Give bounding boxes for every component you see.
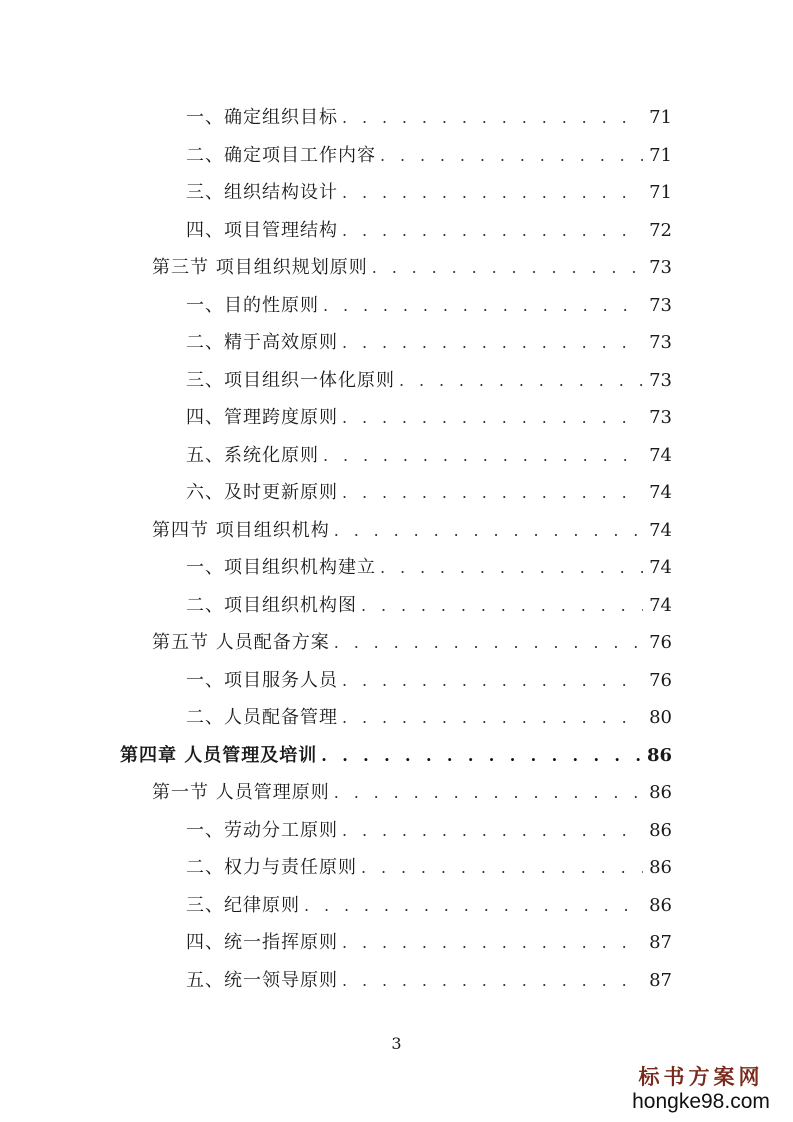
toc-entry-title: 第四节 项目组织机构 [152,519,330,541]
toc-dot-leader [304,887,643,925]
toc-entry-section[interactable] [0,624,793,662]
toc-entry-page: 71 [649,107,672,128]
toc-entry-item[interactable] [0,887,793,925]
toc-entry-page: 74 [649,444,672,466]
toc-dot-leader [323,287,643,325]
toc-entry-item[interactable] [0,812,793,850]
toc-entry-item[interactable] [0,174,793,212]
toc-entry-item[interactable] [0,324,793,362]
toc-entry-item[interactable] [0,699,793,737]
toc-entry-page: 86 [649,819,672,841]
toc-dot-leader [361,587,643,625]
toc-dot-leader [342,99,643,137]
toc-dot-leader [342,962,643,1000]
toc-entry-page: 73 [649,332,672,353]
toc-dot-leader [342,812,643,850]
toc-entry-page: 74 [649,594,672,616]
toc-entry-title: 一、目的性原则 [186,294,319,316]
toc-entry-title: 五、系统化原则 [186,444,319,466]
toc-dot-leader [334,774,643,812]
toc-entry-title: 五、统一领导原则 [186,969,338,991]
toc-entry-title: 四、项目管理结构 [186,219,338,241]
toc-dot-leader [399,362,643,400]
toc-entry-page: 74 [649,519,672,541]
toc-entry-page: 71 [649,144,672,166]
toc-entry-item[interactable] [0,924,793,962]
toc-entry-page: 86 [646,744,672,766]
toc-entry-title: 第五节 人员配备方案 [152,632,330,653]
toc-dot-leader [342,399,643,437]
toc-entry-item[interactable] [0,362,793,400]
toc-dot-leader [342,924,643,962]
toc-dot-leader [372,249,643,287]
toc-entry-chapter[interactable] [0,737,793,775]
toc-entry-title: 第三节 项目组织规划原则 [152,257,368,278]
toc-entry-item[interactable] [0,662,793,700]
toc-entry-page: 87 [649,969,672,991]
toc-entry-page: 80 [649,707,672,728]
toc-dot-leader [342,662,643,700]
table-of-contents [0,99,793,999]
toc-entry-page: 86 [649,894,672,916]
toc-entry-page: 73 [649,294,672,316]
toc-entry-section[interactable] [0,512,793,550]
toc-entry-item[interactable] [0,137,793,175]
toc-entry-page: 74 [649,557,672,578]
toc-entry-title: 三、项目组织一体化原则 [186,369,395,391]
toc-entry-title: 二、项目组织机构图 [186,594,357,616]
toc-dot-leader [342,174,643,212]
toc-entry-item[interactable] [0,399,793,437]
watermark-logo [621,1064,781,1114]
toc-entry-page: 73 [649,407,672,428]
toc-entry-title: 二、人员配备管理 [186,707,338,728]
toc-entry-title: 一、劳动分工原则 [186,819,338,841]
toc-entry-page: 86 [649,782,672,803]
toc-entry-section[interactable] [0,774,793,812]
toc-entry-title: 一、项目组织机构建立 [186,557,376,578]
toc-dot-leader [323,437,643,475]
toc-entry-section[interactable] [0,249,793,287]
toc-entry-item[interactable] [0,212,793,250]
toc-entry-item[interactable] [0,474,793,512]
toc-entry-item[interactable] [0,962,793,1000]
toc-entry-page: 73 [649,369,672,391]
toc-entry-title: 三、纪律原则 [186,894,300,916]
toc-entry-title: 第一节 人员管理原则 [152,782,330,803]
toc-dot-leader [342,699,643,737]
toc-entry-item[interactable] [0,99,793,137]
toc-dot-leader [361,849,643,887]
toc-entry-item[interactable] [0,287,793,325]
toc-dot-leader [342,474,643,512]
toc-dot-leader [334,624,643,662]
watermark-url: hongke98.com [632,1090,770,1113]
watermark-name: 标书方案网 [638,1064,764,1089]
page-number: 3 [391,1034,402,1053]
toc-entry-page: 71 [649,182,672,203]
toc-entry-title: 二、精于高效原则 [186,332,338,353]
toc-entry-page: 72 [649,219,672,241]
toc-entry-title: 一、确定组织目标 [186,107,338,128]
toc-dot-leader [342,324,643,362]
toc-entry-item[interactable] [0,437,793,475]
toc-entry-title: 四、统一指挥原则 [186,932,338,953]
toc-entry-page: 76 [649,632,672,653]
toc-entry-title: 三、组织结构设计 [186,182,338,203]
toc-dot-leader [380,549,643,587]
toc-entry-item[interactable] [0,849,793,887]
toc-entry-page: 73 [649,257,672,278]
toc-entry-item[interactable] [0,587,793,625]
toc-entry-title: 六、及时更新原则 [186,482,338,503]
toc-entry-page: 87 [649,932,672,953]
toc-dot-leader [321,737,641,775]
toc-entry-page: 86 [649,857,672,878]
toc-dot-leader [334,512,643,550]
toc-entry-title: 二、确定项目工作内容 [186,144,376,166]
toc-entry-title: 二、权力与责任原则 [186,857,357,878]
toc-dot-leader [342,212,643,250]
toc-entry-title: 一、项目服务人员 [186,669,338,691]
toc-entry-page: 74 [649,482,672,503]
toc-entry-item[interactable] [0,549,793,587]
toc-dot-leader [380,137,643,175]
toc-entry-page: 76 [649,669,672,691]
toc-entry-title: 四、管理跨度原则 [186,407,338,428]
toc-entry-title: 第四章 人员管理及培训 [120,744,318,766]
